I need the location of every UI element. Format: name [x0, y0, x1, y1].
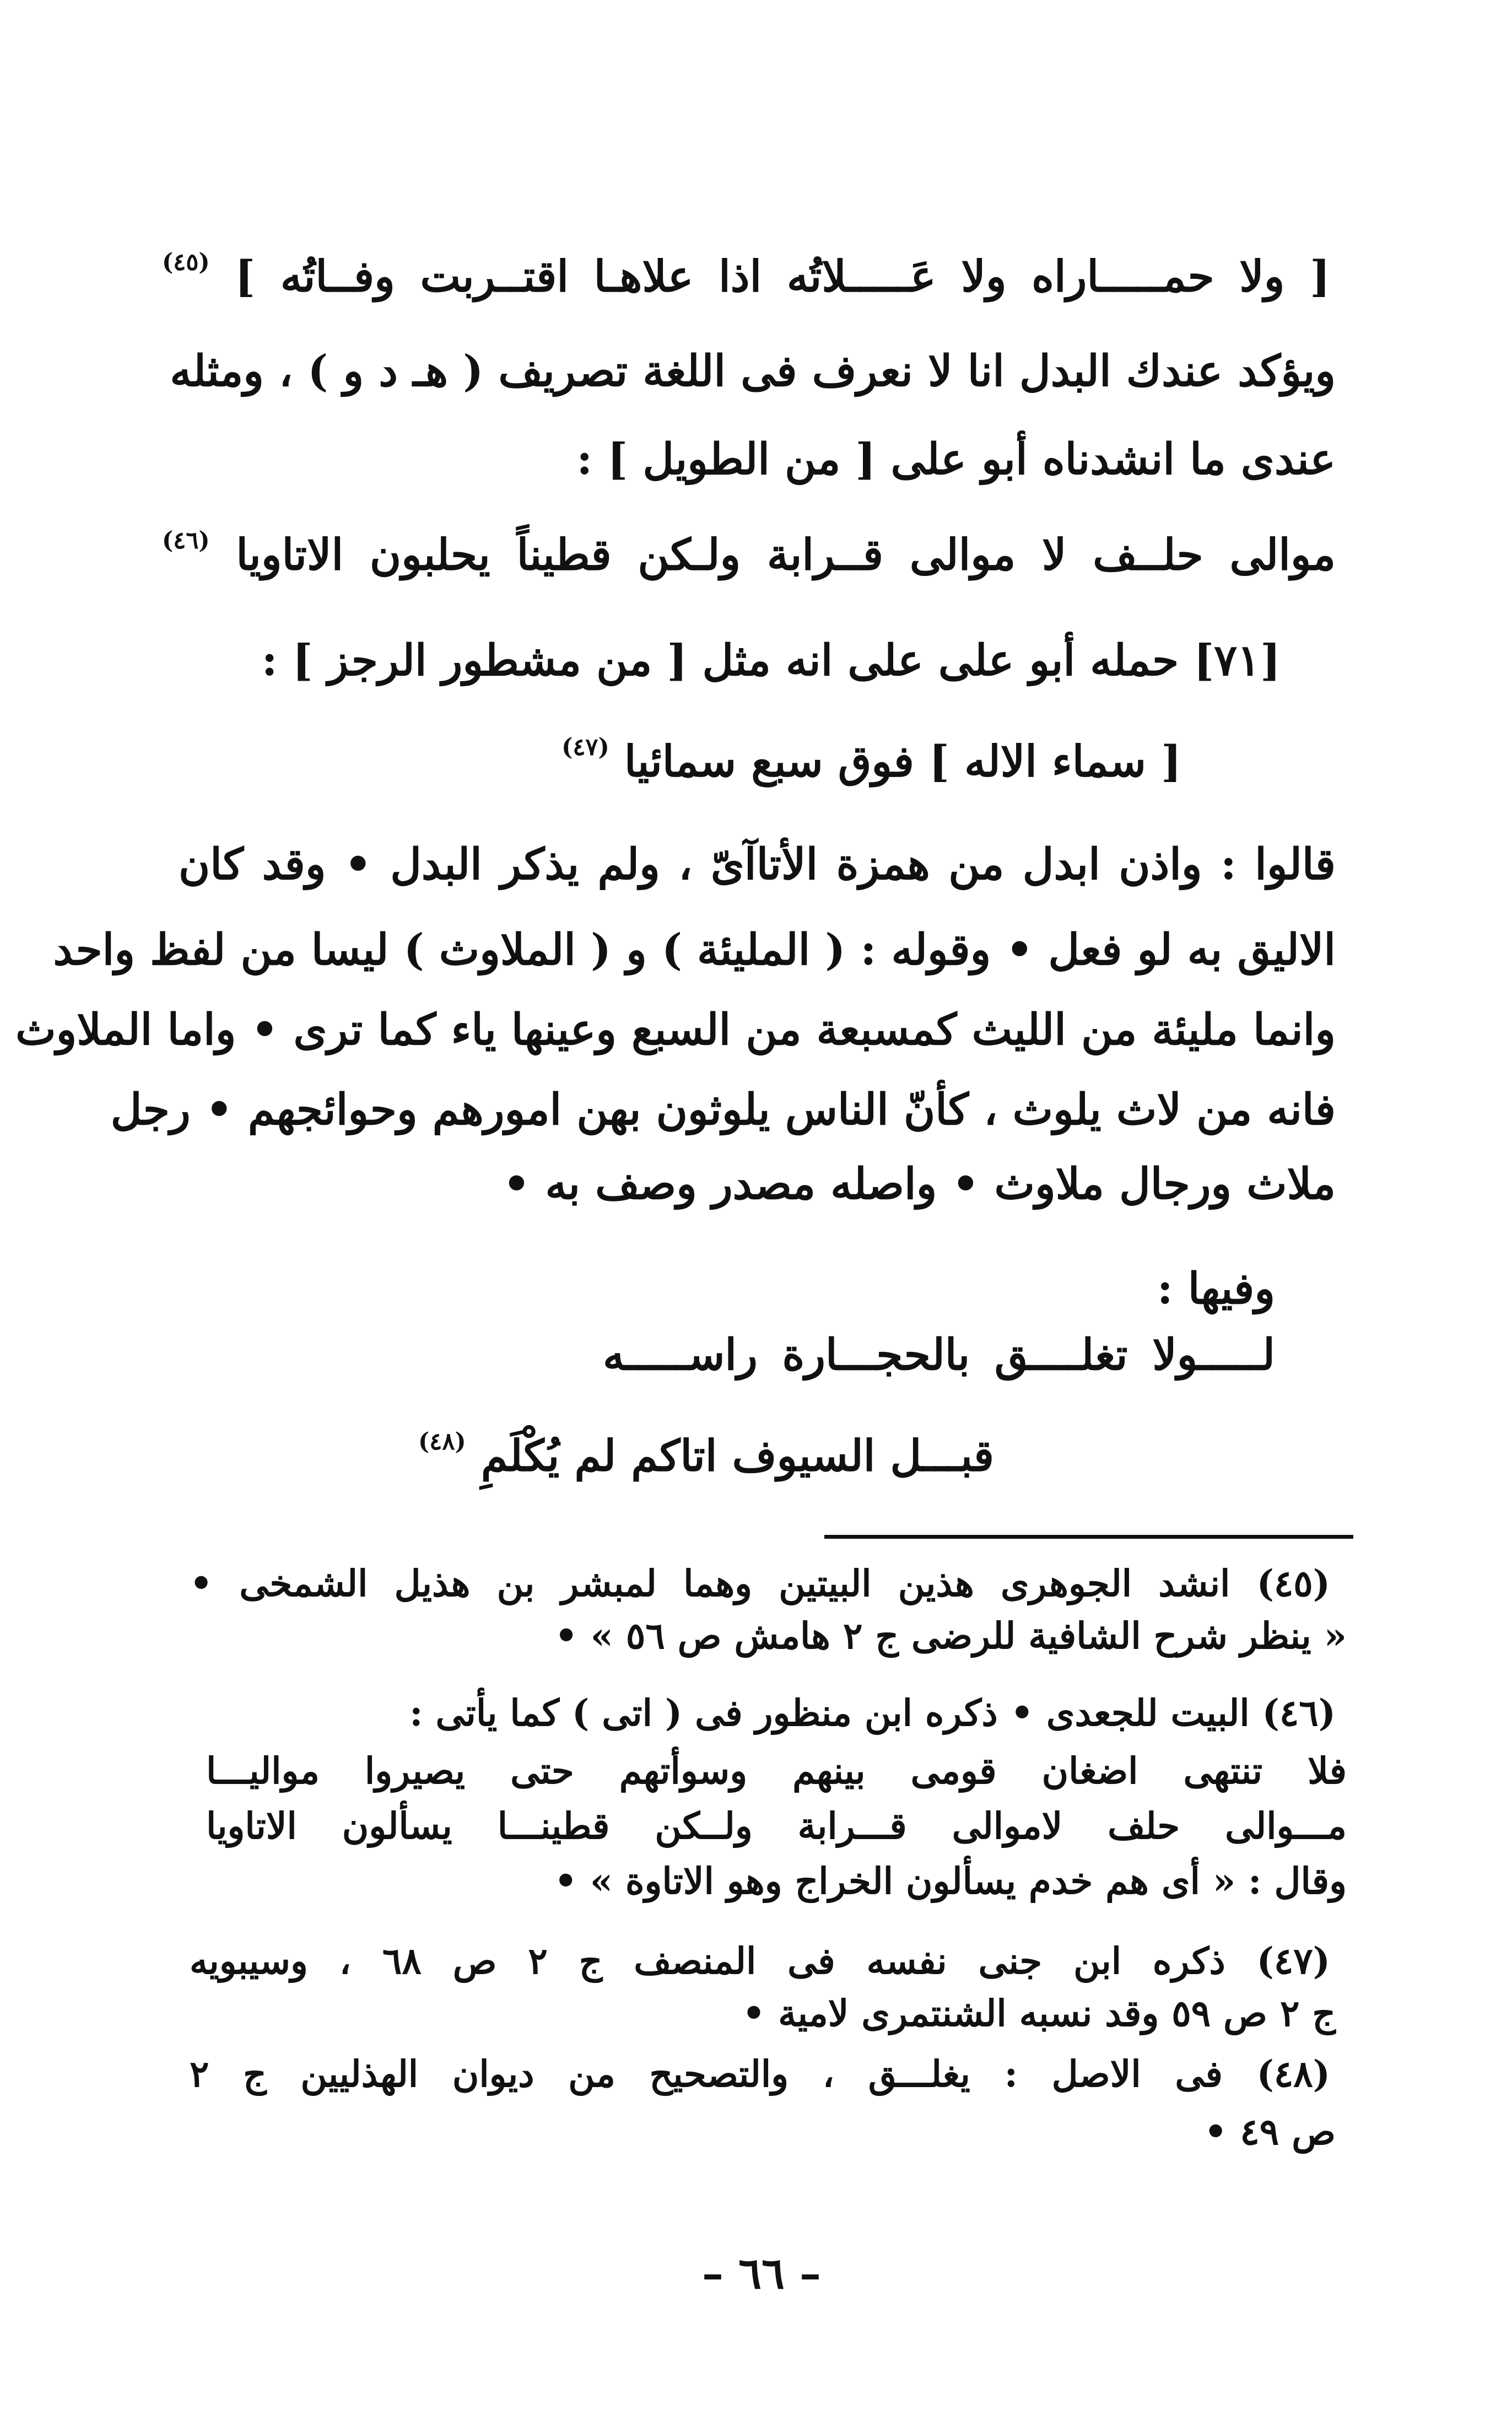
- footnote-48-line-2: ص ٤٩ •: [1204, 2110, 1336, 2153]
- footnote-separator: [824, 1535, 1353, 1539]
- footnote-48-line-1: (٤٨) فى الاصل : يغلـــق ، والتصحيح من ديوان الهذليين ج ٢: [190, 2052, 1330, 2095]
- footnote-mark-48: (٤٨): [418, 1428, 466, 1456]
- verse-line-5: [418, 1428, 994, 1481]
- text-line-12: وفيها :: [1157, 1264, 1275, 1314]
- footnote-mark-46: (٤٦): [162, 527, 210, 554]
- footnote-46-line-1: (٤٦) البيت للجعدى • ذكره ابن منظور فى ( اتى ) كما يأتى :: [409, 1691, 1336, 1734]
- verse-text: [ سماء الاله ] فوق سبع سمائيا: [624, 736, 1181, 787]
- text-line-8: الاليق به لو فعل • وقوله : ( المليئة ) و ( الملاوث ) ليسا من لفظ واحد: [53, 925, 1336, 975]
- text-line-11: ملاث ورجال ملاوث • واصله مصدر وصف به •: [503, 1159, 1336, 1209]
- text-line-9: وانما مليئة من الليث كمسبعة من السبع وعينها ياء كما ترى • واما الملاوث: [15, 1005, 1336, 1055]
- footnote-46-verse-2: مـــوالى حلف لاموالى قـــرابة ولــكن قطينـــا يسألون الاتاويا: [206, 1804, 1347, 1847]
- section-heading-71: [٧١] حمله أبو على على انه مثل [ من مشطور الرجز ] :: [261, 635, 1281, 686]
- footnote-45-line-1: (٤٥) انشد الجوهرى هذين البيتين وهما لمبشر بن هذيل الشمخى •: [190, 1562, 1330, 1605]
- verse-line-1: [162, 249, 1331, 302]
- verse-text: [ ولا حمـــــاراه ولا عَـــــلاتُه اذا علاهـا اقتــربت وفــاتُه ]: [235, 251, 1331, 302]
- footnote-47-line-2: ج ٢ ص ٥٩ وقد نسبه الشنتمرى لامية •: [742, 1992, 1336, 2035]
- footnote-46-verse-1: فلا تنتهى اضغان قومى بينهم وسوأتهم حتى يصيروا مواليـــا: [206, 1749, 1347, 1792]
- verse-line-4: لـــــولا تغلــــق بالحجـــارة راســـــه: [603, 1330, 1275, 1380]
- verse-text: قبـــل السيوف اتاكم لم يُكْلَمِ: [480, 1431, 994, 1481]
- verse-text: موالى حلــف لا موالى قــرابة ولـكن قطيناً يحلبون الاتاويا: [236, 530, 1336, 580]
- footnote-mark-45: (٤٥): [162, 249, 210, 276]
- footnote-46-line-4: وقال : « أى هم خدم يسألون الخراج وهو الاتاوة » •: [554, 1859, 1347, 1902]
- footnote-mark-47: (٤٧): [561, 734, 609, 761]
- text-line-7: قالوا : واذن ابدل من همزة الأتاآىّ ، ولم يذكر البدل • وقد كان: [179, 839, 1336, 890]
- page-number: – ٦٦ –: [701, 2249, 822, 2299]
- verse-line-3: [561, 734, 1181, 787]
- footnote-47-line-1: (٤٧) ذكره ابن جنى نفسه فى المنصف ج ٢ ص ٦٨ ، وسيبويه: [190, 1939, 1330, 1982]
- text-line-2: ويؤكد عندك البدل انا لا نعرف فى اللغة تصريف ( هـ د و ) ، ومثله: [170, 346, 1336, 396]
- footnote-45-line-2: « ينظر شرح الشافية للرضى ج ٢ هامش ص ٥٦ » •: [554, 1614, 1347, 1657]
- text-line-3: عندى ما انشدناه أبو على [ من الطويل ] :: [576, 434, 1336, 484]
- text-line-10: فانه من لاث يلوث ، كأنّ الناس يلوثون بهن امورهم وحوائجهم • رجل: [110, 1085, 1336, 1135]
- verse-line-2: [162, 527, 1336, 580]
